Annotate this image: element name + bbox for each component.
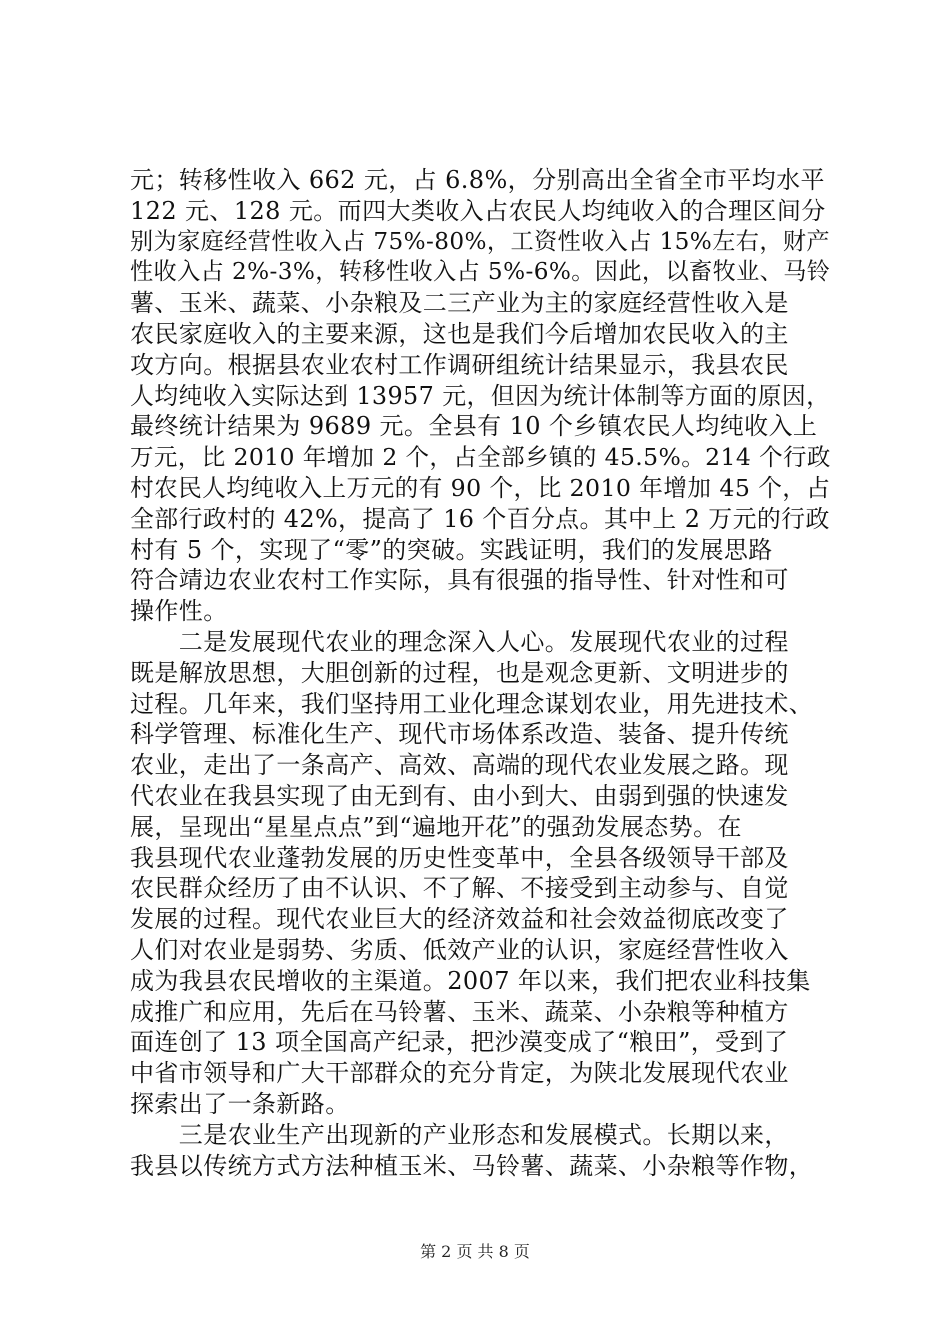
text-line: 面连创了 13 项全国高产纪录，把沙漠变成了“粮田”，受到了 [130, 1028, 789, 1057]
text-line: 操作性。 [130, 597, 228, 626]
text-line: 我县以传统方式方法种植玉米、马铃薯、蔬菜、小杂粮等作物， [130, 1151, 814, 1180]
text-line: 过程。几年来，我们坚持用工业化理念谋划农业，用先进技术、 [130, 689, 814, 718]
text-line: 发展的过程。现代农业巨大的经济效益和社会效益彻底改变了 [130, 905, 789, 934]
text-line: 符合靖边农业农村工作实际，具有很强的指导性、针对性和可 [130, 566, 789, 595]
text-line: 我县现代农业蓬勃发展的历史性变革中，全县各级领导干部及 [130, 843, 789, 872]
text-line: 科学管理、标准化生产、现代市场体系改造、装备、提升传统 [130, 720, 789, 749]
text-line: 二是发展现代农业的理念深入人心。发展现代农业的过程 [130, 627, 789, 656]
text-line: 万元，比 2010 年增加 2 个，占全部乡镇的 45.5%。214 个行政 [130, 443, 831, 472]
text-line: 攻方向。根据县农业农村工作调研组统计结果显示，我县农民 [130, 350, 789, 379]
text-line: 全部行政村的 42%，提高了 16 个百分点。其中上 2 万元的行政 [130, 504, 830, 533]
text-line: 薯、玉米、蔬菜、小杂粮及二三产业为主的家庭经营性收入是 [130, 289, 789, 318]
text-line: 122 元、128 元。而四大类收入占农民人均纯收入的合理区间分 [130, 196, 826, 225]
text-line: 村有 5 个，实现了“零”的突破。实践证明，我们的发展思路 [130, 535, 773, 564]
text-line: 探索出了一条新路。 [130, 1089, 350, 1118]
text-line: 人均纯收入实际达到 13957 元，但因为统计体制等方面的原因， [130, 381, 831, 410]
text-line: 成为我县农民增收的主渠道。2007 年以来，我们把农业科技集 [130, 966, 811, 995]
text-line: 既是解放思想，大胆创新的过程，也是观念更新、文明进步的 [130, 658, 789, 687]
text-line: 成推广和应用，先后在马铃薯、玉米、蔬菜、小杂粮等种植方 [130, 997, 789, 1026]
text-line: 农民家庭收入的主要来源，这也是我们今后增加农民收入的主 [130, 319, 789, 348]
text-line: 展，呈现出“星星点点”到“遍地开花”的强劲发展态势。在 [130, 812, 742, 841]
text-line: 最终统计结果为 9689 元。全县有 10 个乡镇农民人均纯收入上 [130, 412, 818, 441]
text-line: 性收入占 2%-3%，转移性收入占 5%-6%。因此，以畜牧业、马铃 [130, 258, 831, 286]
text-line: 人们对农业是弱势、劣质、低效产业的认识，家庭经营性收入 [130, 935, 789, 964]
text-line: 农业，走出了一条高产、高效、高端的现代农业发展之路。现 [130, 751, 789, 780]
text-line: 三是农业生产出现新的产业形态和发展模式。长期以来， [130, 1120, 789, 1149]
text-line: 中省市领导和广大干部群众的充分肯定，为陕北发展现代农业 [130, 1059, 789, 1088]
text-line: 元；转移性收入 662 元，占 6.8%，分别高出全省全市平均水平 [130, 166, 825, 194]
text-line: 代农业在我县实现了由无到有、由小到大、由弱到强的快速发 [130, 781, 789, 810]
page-footer: 第 2 页 共 8 页 [420, 1242, 530, 1261]
body-text [130, 165, 830, 1181]
text-line: 农民群众经历了由不认识、不了解、不接受到主动参与、自觉 [130, 874, 789, 903]
text-line: 村农民人均纯收入上万元的有 90 个，比 2010 年增加 45 个，占 [130, 473, 831, 502]
text-line: 别为家庭经营性收入占 75%-80%，工资性收入占 15%左右，财产 [130, 227, 830, 255]
